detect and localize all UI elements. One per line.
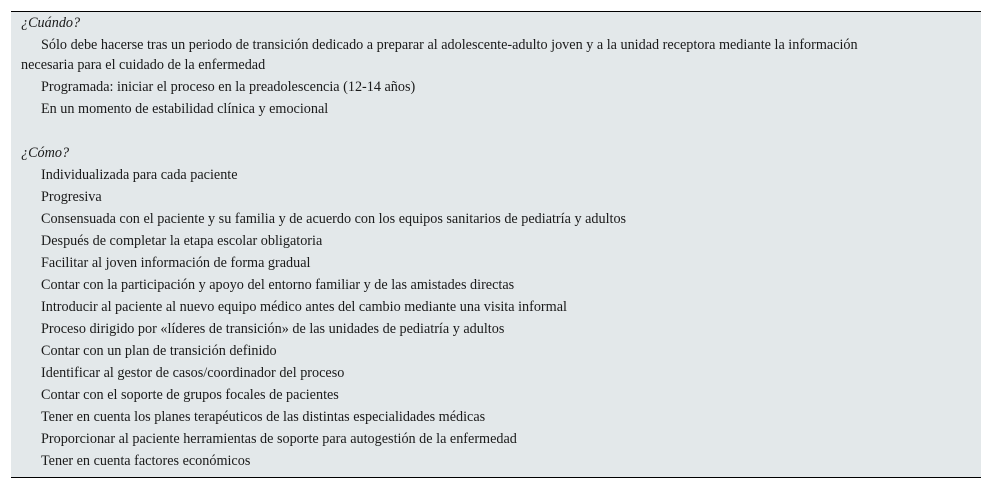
list-item: Contar con la participación y apoyo del entorno familiar y de las amistades directas [41, 277, 515, 293]
list-item: Tener en cuenta los planes terapéuticos de las distintas especialidades médicas [41, 409, 486, 425]
list-item: Proceso dirigido por «líderes de transición» de las unidades de pediatría y adultos [41, 321, 505, 337]
list-item: Programada: iniciar el proceso en la preadolescencia (12-14 años) [41, 79, 416, 95]
list-item: Tener en cuenta factores económicos [41, 453, 251, 469]
list-item: Progresiva [41, 189, 102, 205]
transition-table [11, 11, 981, 478]
list-item: Proporcionar al paciente herramientas de soporte para autogestión de la enfermedad [41, 431, 517, 447]
list-item: Consensuada con el paciente y su familia y de acuerdo con los equipos sanitarios de pediatría y adultos [41, 211, 627, 227]
section-heading-cuando: ¿Cuándo? [21, 15, 81, 31]
section-heading-como: ¿Cómo? [21, 145, 70, 161]
list-item: Contar con un plan de transición definido [41, 343, 277, 359]
list-item: Después de completar la etapa escolar obligatoria [41, 233, 323, 249]
list-item: Introducir al paciente al nuevo equipo médico antes del cambio mediante una visita informal [41, 299, 567, 315]
list-item: Facilitar al joven información de forma gradual [41, 255, 311, 271]
cuando-paragraph-line-2: necesaria para el cuidado de la enfermedad [21, 57, 266, 73]
list-item: Identificar al gestor de casos/coordinador del proceso [41, 365, 345, 381]
list-item: En un momento de estabilidad clínica y emocional [41, 101, 329, 117]
list-item: Contar con el soporte de grupos focales de pacientes [41, 387, 339, 403]
list-item: Individualizada para cada paciente [41, 167, 238, 183]
cuando-paragraph-line-1: Sólo debe hacerse tras un periodo de transición dedicado a preparar al adolescente-adulto joven y a la unidad receptora mediante la información [41, 37, 858, 53]
